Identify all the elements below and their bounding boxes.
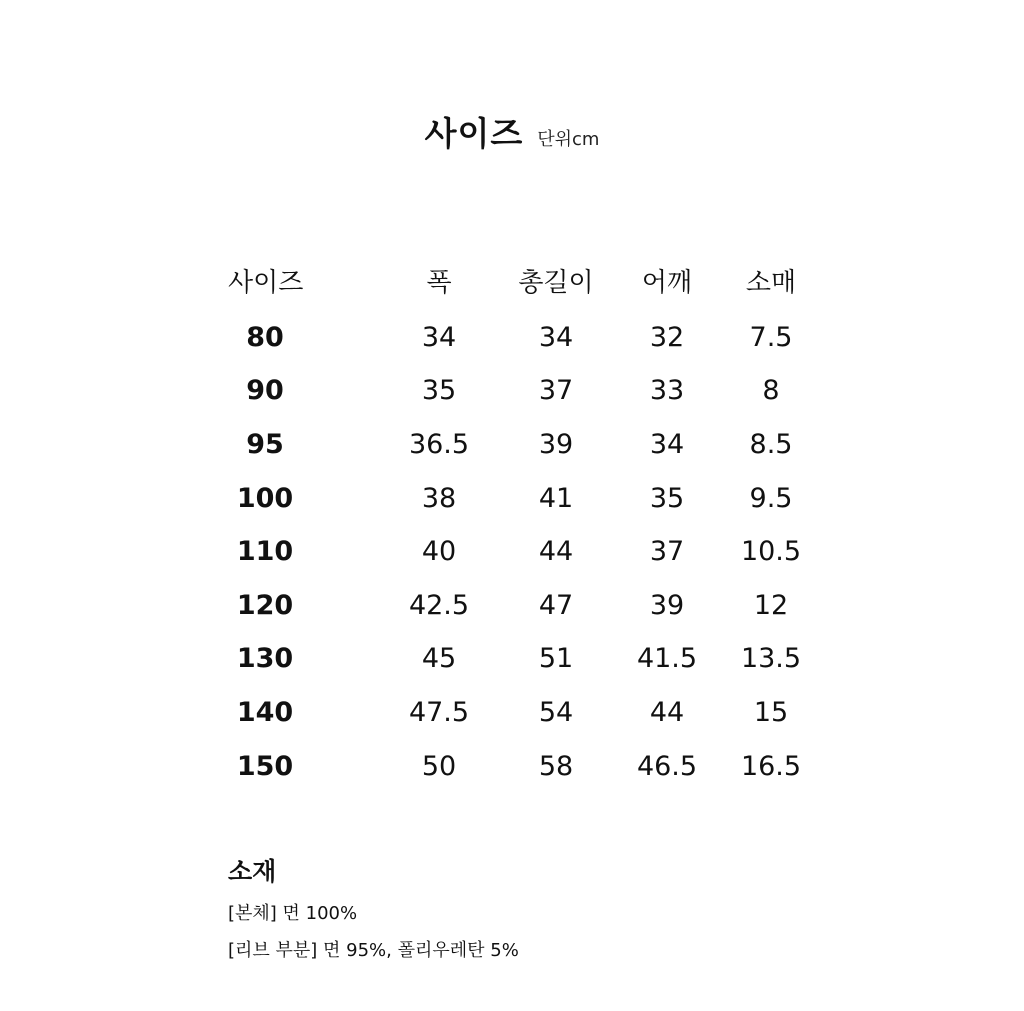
table-row	[0, 632, 1024, 686]
header-shoulder: 어깨	[641, 268, 693, 298]
size-cell: 140	[236, 697, 294, 728]
sleeve-cell: 10.5	[740, 536, 802, 567]
width-cell: 50	[421, 751, 457, 782]
width-cell: 45	[421, 643, 457, 674]
sleeve-cell: 9.5	[749, 483, 793, 514]
sleeve-cell: 13.5	[740, 643, 802, 674]
total-length-cell: 54	[538, 697, 574, 728]
total-length-cell: 34	[538, 322, 574, 353]
size-cell: 95	[246, 429, 284, 460]
shoulder-cell: 35	[649, 483, 685, 514]
sleeve-cell: 8	[762, 375, 780, 406]
table-header-row	[0, 256, 1024, 310]
title-text: 사이즈	[424, 114, 524, 153]
size-cell: 150	[236, 751, 294, 782]
table-row	[0, 740, 1024, 794]
material-title: 소재	[228, 857, 277, 886]
width-cell: 34	[421, 322, 457, 353]
table-row	[0, 525, 1024, 579]
material-rib-line: [리브 부분] 면 95%, 폴리우레탄 5%	[228, 940, 519, 961]
total-length-cell: 47	[538, 590, 574, 621]
width-cell: 42.5	[408, 590, 470, 621]
sleeve-cell: 7.5	[749, 322, 793, 353]
width-cell: 47.5	[408, 697, 470, 728]
shoulder-cell: 32	[649, 322, 685, 353]
table-row	[0, 418, 1024, 472]
shoulder-cell: 44	[649, 697, 685, 728]
shoulder-cell: 37	[649, 536, 685, 567]
width-cell: 35	[421, 375, 457, 406]
total-length-cell: 37	[538, 375, 574, 406]
shoulder-cell: 41.5	[636, 643, 698, 674]
table-row	[0, 472, 1024, 526]
sleeve-cell: 15	[753, 697, 789, 728]
width-cell: 40	[421, 536, 457, 567]
total-length-cell: 39	[538, 429, 574, 460]
shoulder-cell: 46.5	[636, 751, 698, 782]
total-length-cell: 44	[538, 536, 574, 567]
width-cell: 36.5	[408, 429, 470, 460]
shoulder-cell: 34	[649, 429, 685, 460]
size-cell: 80	[246, 322, 284, 353]
size-cell: 120	[236, 590, 294, 621]
sleeve-cell: 16.5	[740, 751, 802, 782]
size-cell: 100	[236, 483, 294, 514]
table-row	[0, 364, 1024, 418]
shoulder-cell: 39	[649, 590, 685, 621]
page-title	[0, 108, 1024, 155]
header-width: 폭	[426, 268, 452, 298]
material-body-line: [본체] 면 100%	[228, 903, 358, 924]
size-cell: 130	[236, 643, 294, 674]
header-sleeve: 소매	[745, 268, 797, 298]
size-cell: 110	[236, 536, 294, 567]
header-size: 사이즈	[228, 268, 304, 298]
table-row	[0, 311, 1024, 365]
shoulder-cell: 33	[649, 375, 685, 406]
total-length-cell: 51	[538, 643, 574, 674]
unit-label: 단위cm	[537, 129, 600, 150]
header-total-length: 총길이	[518, 268, 594, 298]
width-cell: 38	[421, 483, 457, 514]
sleeve-cell: 12	[753, 590, 789, 621]
table-row	[0, 579, 1024, 633]
size-cell: 90	[246, 375, 284, 406]
sleeve-cell: 8.5	[749, 429, 793, 460]
total-length-cell: 41	[538, 483, 574, 514]
total-length-cell: 58	[538, 751, 574, 782]
table-row	[0, 686, 1024, 740]
